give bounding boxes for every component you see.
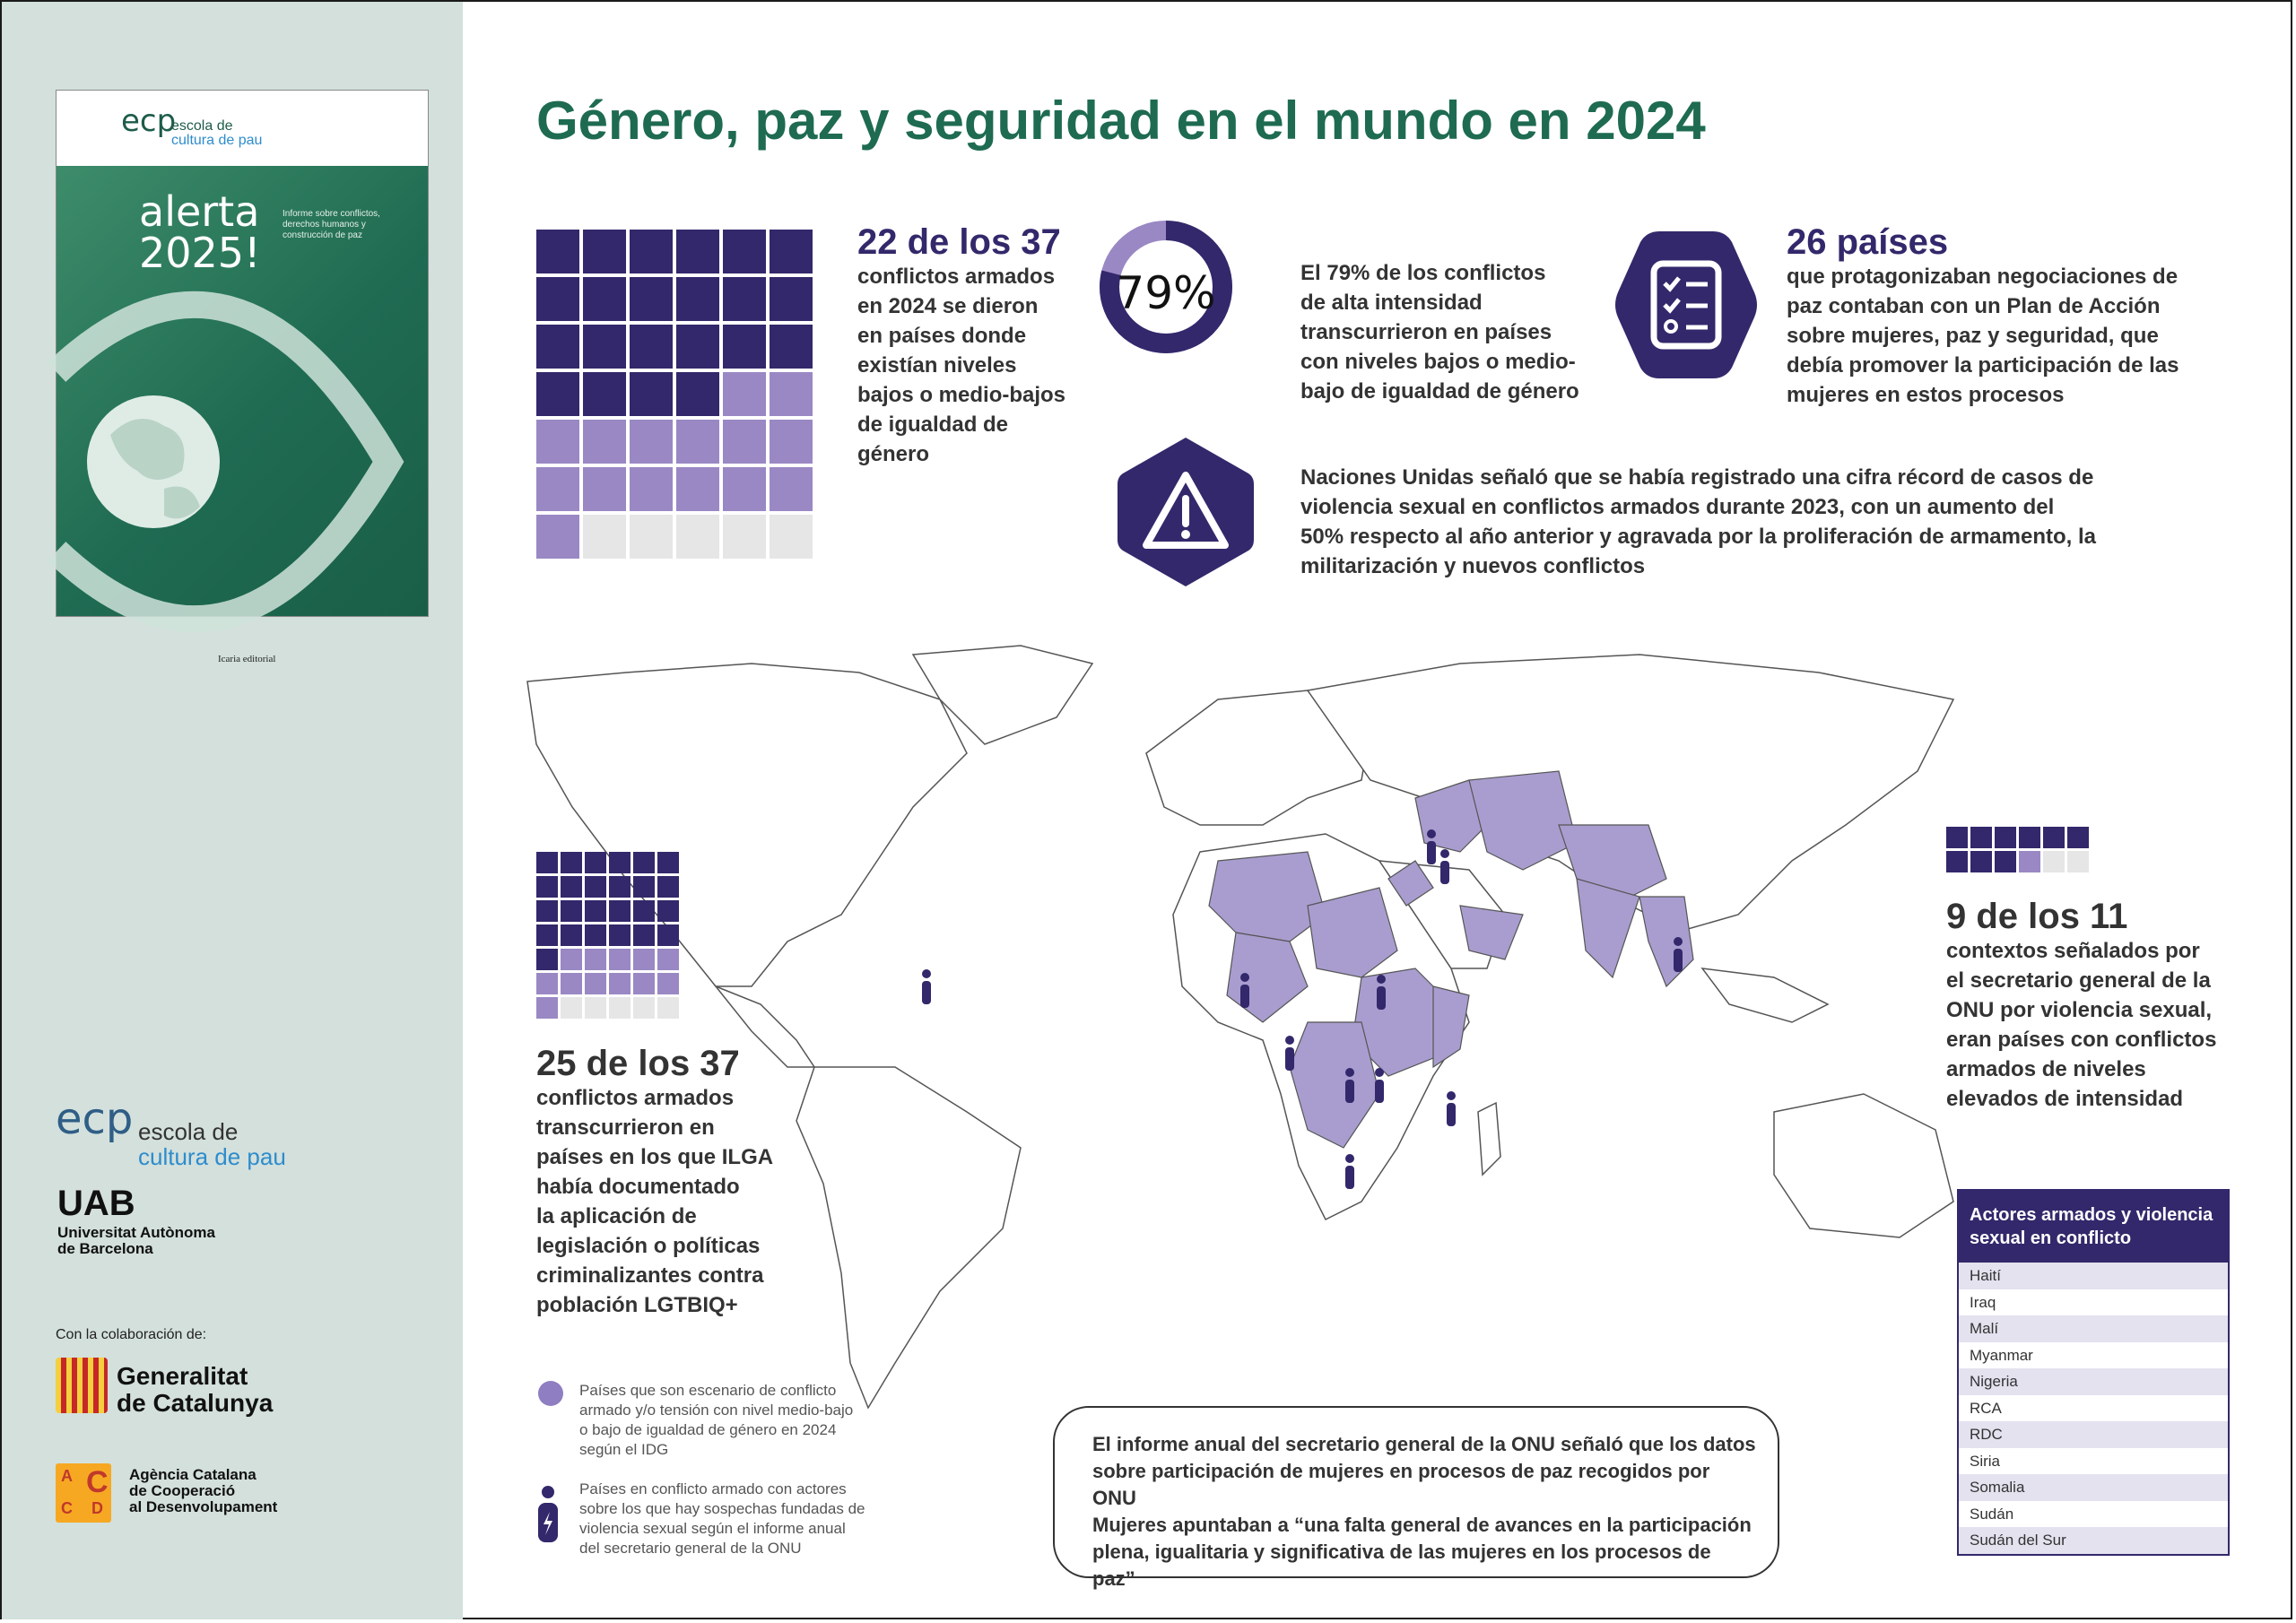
collaboration-label: Con la colaboración de: [56,1327,207,1342]
text-line: Naciones Unidas señaló que se había registrado una cifra récord de casos de [1300,465,2094,490]
actors-table-row: Nigeria [1959,1368,2228,1395]
cover-title-line2: 2025! [139,229,261,277]
waffle-cell-secondary [676,467,719,511]
text-line: con niveles bajos o medio- [1300,350,1576,374]
waffle-cell-highlight [561,924,582,946]
stat-conflicts [857,222,1082,469]
un-quote-text [1092,1431,1756,1593]
text-line: criminalizantes contra [536,1263,764,1288]
waffle-cell-secondary [609,973,631,994]
waffle-cell-empty [723,515,766,559]
waffle-cell-highlight [630,325,673,369]
waffle-cell-secondary [585,973,606,994]
actors-table-row: Iraq [1959,1289,2228,1316]
waffle-cell-secondary [723,372,766,416]
stat-un-record [1300,463,2197,581]
stat-high-intensity [1300,258,1605,406]
text-line: transcurrieron en [536,1115,715,1140]
uab-line2: de Barcelona [57,1240,153,1257]
waffle-cell-highlight [657,900,679,922]
donut-percent-label: 79% [1116,267,1216,319]
text-line: de alta intensidad [1300,291,1483,315]
gencat-line2: de Catalunya [117,1389,274,1417]
text-line: la aplicación de [536,1204,697,1228]
waffle-cell-empty [609,997,631,1019]
ecp-line1: escola de [138,1118,239,1145]
waffle-cell-highlight [536,949,558,970]
waffle-cell-highlight [1970,827,1992,848]
actors-table-row: Sudán [1959,1501,2228,1528]
text-line: militarización y nuevos conflictos [1300,554,1646,578]
waffle-cell-highlight [536,924,558,946]
actors-table-row: Malí [1959,1315,2228,1342]
waffle-cell-secondary [536,420,579,464]
waffle-cell-secondary [585,949,606,970]
stat-conflicts-headline: 22 de los 37 [857,222,1061,262]
text-line: bajo de igualdad de género [1300,379,1579,404]
waffle-cell-highlight [585,876,606,898]
waffle-cell-secondary [770,467,813,511]
waffle-chart-ilga [536,852,679,1019]
checklist-icon [1614,228,1758,382]
waffle-cell-highlight [657,924,679,946]
waffle-cell-highlight [657,852,679,873]
waffle-cell-highlight [676,230,719,273]
waffle-cell-secondary [676,420,719,464]
cover-logo-line2: cultura de pau [171,133,263,148]
waffle-cell-highlight [609,876,631,898]
waffle-cell-empty [676,515,719,559]
waffle-cell-secondary [536,467,579,511]
actors-table-row: Haití [1959,1263,2228,1289]
waffle-cell-highlight [770,277,813,321]
waffle-cell-highlight [633,852,655,873]
stat-sg-contexts-headline: 9 de los 11 [1946,897,2128,936]
ecp-logo-text [138,1119,286,1169]
waffle-cell-highlight [536,852,558,873]
text-line: violencia sexual en conflictos armados durante 2023, con un aumento del [1300,495,2055,519]
gencat-line1: Generalitat [117,1362,248,1390]
waffle-cell-highlight [630,372,673,416]
catalan-flag-icon [56,1358,108,1413]
generalitat-text [117,1363,273,1417]
uab-subtitle [57,1225,215,1257]
acc-letter: C [61,1499,73,1517]
cover-logo-line1: escola de [171,118,233,134]
waffle-cell-highlight [723,277,766,321]
waffle-cell-highlight [676,372,719,416]
waffle-cell-highlight [1995,827,2016,848]
waffle-cell-highlight [583,230,626,273]
ecp-mark: ecp [56,1094,134,1144]
cover-title [139,187,261,277]
waffle-cell-highlight [609,852,631,873]
waffle-cell-secondary [657,973,679,994]
waffle-cell-highlight [723,230,766,273]
waffle-cell-secondary [633,949,655,970]
acc-line2: de Cooperació [129,1482,236,1499]
text-line: armados de niveles [1946,1057,2146,1081]
waffle-cell-highlight [583,325,626,369]
waffle-cell-highlight [676,277,719,321]
ecp-line2: cultura de pau [138,1143,286,1170]
actors-table-row: RDC [1959,1421,2228,1448]
waffle-cell-highlight [633,900,655,922]
uab-logo [57,1185,215,1257]
acc-letter: D [91,1499,103,1517]
waffle-chart-conflicts [536,230,813,559]
acc-letter: C [86,1465,109,1499]
waffle-cell-secondary [630,420,673,464]
waffle-cell-secondary [536,997,558,1019]
acc-line1: Agència Catalana [129,1466,257,1483]
cover-artwork [57,166,428,664]
text-line: paz contaban con un Plan de Acción [1787,294,2161,318]
waffle-cell-highlight [583,277,626,321]
waffle-cell-highlight [2043,827,2065,848]
legend-person-marker-icon [536,1485,560,1544]
waffle-cell-secondary [630,467,673,511]
waffle-cell-highlight [609,900,631,922]
stat-high-intensity-text [1300,258,1605,406]
waffle-cell-highlight [609,924,631,946]
waffle-cell-highlight [723,325,766,369]
text-line: el secretario general de la [1946,968,2211,993]
cover-publisher: Icaria editorial [218,654,276,664]
waffle-cell-highlight [536,900,558,922]
waffle-cell-highlight [536,230,579,273]
waffle-cell-highlight [561,852,582,873]
waffle-cell-secondary [657,949,679,970]
waffle-cell-highlight [630,230,673,273]
actors-table-row: Sudán del Sur [1959,1527,2228,1554]
acc-mark-icon [56,1463,111,1523]
waffle-cell-highlight [536,325,579,369]
acc-line3: al Desenvolupament [129,1498,278,1515]
acc-letter: A [61,1467,73,1485]
text-line: 50% respecto al año anterior y agravada por la proliferación de armamento, la [1300,525,2096,549]
text-line: bajos o medio-bajos [857,383,1066,407]
cover-title-line1: alerta [139,187,260,236]
text-line: sobre participación de mujeres en procesos de paz recogidos por ONU [1092,1460,1710,1509]
text-line: en países donde [857,324,1027,348]
waffle-cell-highlight [1946,851,1968,872]
waffle-cell-secondary [536,515,579,559]
waffle-cell-secondary [770,420,813,464]
waffle-cell-highlight [1946,827,1968,848]
warning-icon [1116,436,1256,588]
stat-negotiations [1787,222,2199,410]
un-quote-box [1053,1406,1779,1590]
waffle-cell-empty [585,997,606,1019]
waffle-cell-highlight [770,230,813,273]
text-line: contextos señalados por [1946,939,2200,963]
waffle-cell-empty [630,515,673,559]
stat-conflicts-text [857,262,1082,469]
waffle-cell-highlight [633,924,655,946]
stat-sg-contexts-text [1946,936,2242,1114]
waffle-cell-highlight [657,876,679,898]
stat-negotiations-headline: 26 países [1787,222,1949,262]
waffle-cell-empty [770,515,813,559]
text-line: mujeres en estos procesos [1787,383,2065,407]
waffle-cell-highlight [585,852,606,873]
report-cover [56,90,429,664]
waffle-chart-sg-contexts [1946,827,2089,872]
waffle-cell-highlight [561,900,582,922]
text-line: legislación o políticas [536,1234,761,1258]
waffle-cell-secondary [633,973,655,994]
uab-title: UAB [57,1184,135,1223]
actors-table-row: Somalia [1959,1474,2228,1501]
waffle-cell-highlight [2019,827,2040,848]
waffle-cell-empty [633,997,655,1019]
waffle-cell-highlight [536,876,558,898]
cover-header [57,91,428,166]
waffle-cell-secondary [536,973,558,994]
text-line: de igualdad de [857,412,1009,437]
actors-table-row: RCA [1959,1395,2228,1422]
text-line: conflictos armados [857,265,1056,289]
text-line: debía promover la participación de las [1787,353,2179,378]
stat-ilga-text [536,1083,832,1320]
waffle-cell-secondary [561,949,582,970]
waffle-cell-highlight [585,924,606,946]
cover-subtitle: Informe sobre conflictos, derechos humanos y construcción de paz [283,209,380,240]
waffle-cell-highlight [676,325,719,369]
stat-negotiations-text [1787,262,2199,410]
waffle-cell-highlight [633,876,655,898]
text-line: que protagonizaban negociaciones de [1787,265,2179,289]
actors-table-row: Myanmar [1959,1342,2228,1369]
waffle-cell-secondary [770,372,813,416]
waffle-cell-secondary [609,949,631,970]
cover-ecp-logo: ecp [121,103,177,139]
text-line: El informe anual del secretario general de la ONU señaló que los datos [1092,1433,1756,1455]
text-line: en 2024 se dieron [857,294,1039,318]
waffle-cell-secondary [2019,851,2040,872]
acc-text [129,1467,277,1515]
text-line: existían niveles [857,353,1017,378]
text-line: género [857,442,930,466]
uab-line1: Universitat Autònoma [57,1224,216,1241]
actors-table-row: Siria [1959,1448,2228,1475]
waffle-cell-secondary [583,420,626,464]
stat-sg-contexts [1946,897,2242,1114]
waffle-cell-highlight [585,900,606,922]
text-line: población LGTBIQ+ [536,1293,738,1317]
waffle-cell-highlight [561,876,582,898]
text-line: El 79% de los conflictos [1300,261,1546,285]
stat-un-record-text [1300,463,2197,581]
waffle-cell-highlight [583,372,626,416]
legend-person-marker: Países en conflicto armado con actores sobre los que hay sospechas fundadas de violencia sexual según el informe anual del secretario general de la ONU [579,1480,865,1557]
waffle-cell-highlight [770,325,813,369]
text-line: sobre mujeres, paz y seguridad, que [1787,324,2159,348]
text-line: eran países con conflictos [1946,1028,2217,1052]
waffle-cell-secondary [723,420,766,464]
waffle-cell-highlight [536,277,579,321]
waffle-cell-empty [657,997,679,1019]
text-line: transcurrieron en países [1300,320,1552,344]
waffle-cell-secondary [561,973,582,994]
waffle-cell-highlight [1995,851,2016,872]
waffle-cell-highlight [2067,827,2089,848]
waffle-cell-highlight [536,372,579,416]
waffle-cell-highlight [1970,851,1992,872]
waffle-cell-secondary [723,467,766,511]
actors-table [1957,1189,2230,1556]
waffle-cell-empty [2043,851,2065,872]
waffle-cell-empty [561,997,582,1019]
text-line: conflictos armados [536,1086,735,1110]
text-line: plena, igualitaria y significativa de las mujeres en los procesos de paz” [1092,1541,1711,1590]
stat-ilga-headline: 25 de los 37 [536,1044,740,1083]
waffle-cell-highlight [630,277,673,321]
waffle-cell-empty [583,515,626,559]
waffle-cell-secondary [583,467,626,511]
cover-logo-text [171,119,262,148]
text-line: Mujeres apuntaban a “una falta general de avances en la participación [1092,1514,1752,1536]
text-line: había documentado [536,1175,740,1199]
page-title: Género, paz y seguridad en el mundo en 2024 [536,91,1706,151]
text-line: elevados de intensidad [1946,1087,2184,1111]
legend-purple-countries: Países que son escenario de conflicto armado y/o tensión con nivel medio-bajo o bajo de igualdad de género en 2024 según el IDG [579,1382,854,1458]
ecp-logo [56,1094,286,1170]
legend-purple-dot-icon [536,1379,565,1408]
text-line: países en los que ILGA [536,1145,774,1169]
waffle-cell-empty [2067,851,2089,872]
actors-table-header: Actores armados y violencia sexual en conflicto [1959,1191,2228,1263]
text-line: ONU por violencia sexual, [1946,998,2213,1022]
stat-ilga [536,1044,832,1320]
